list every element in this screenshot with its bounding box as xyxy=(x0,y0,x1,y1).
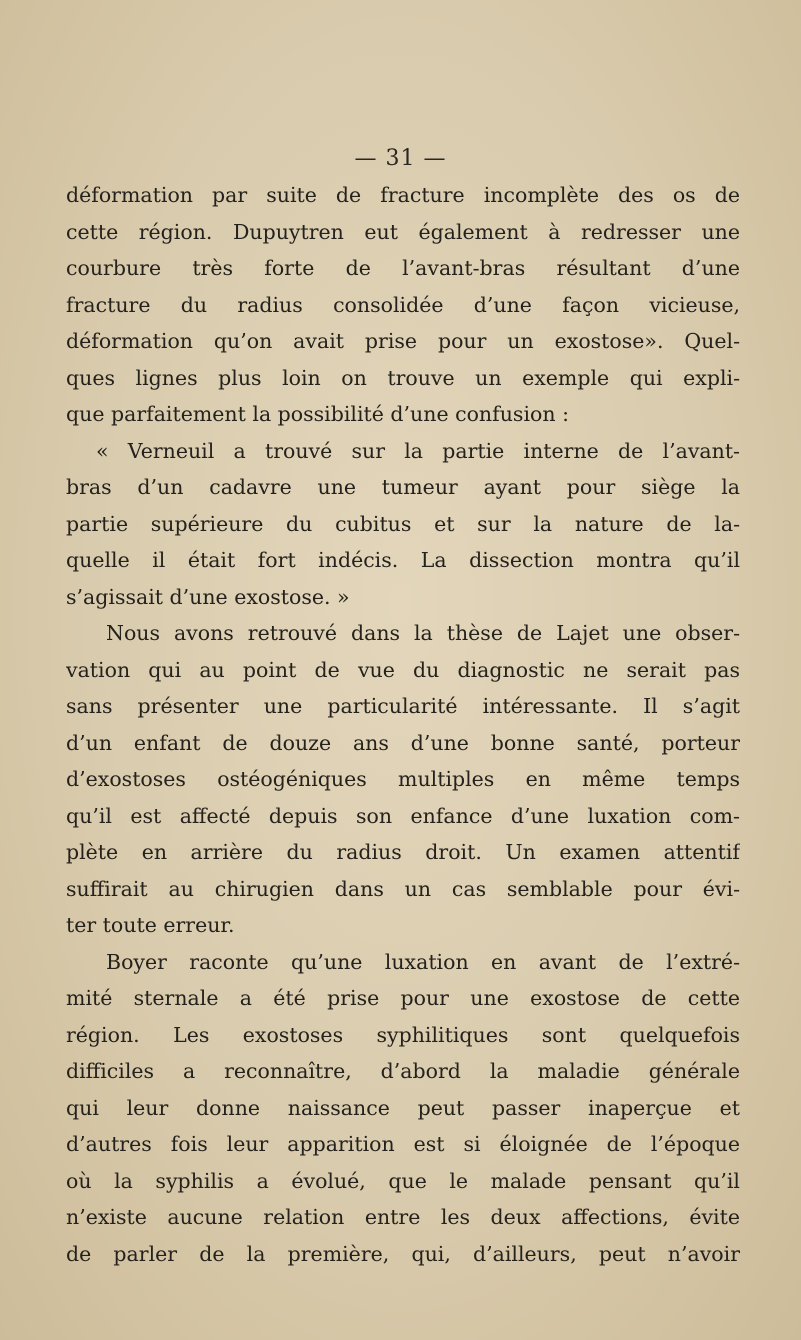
text-line: plète en arrière du radius droit. Un examen attentif xyxy=(66,840,740,864)
text-line: sans présenter une particularité intéressante. Il s’agit xyxy=(66,694,740,718)
page-number: — 31 — xyxy=(354,146,447,171)
text-line: mité sternale a été prise pour une exostose de cette xyxy=(66,986,740,1010)
text-line: difficiles a reconnaître, d’abord la maladie générale xyxy=(66,1059,740,1083)
text-line: cette région. Dupuytren eut également à redresser une xyxy=(66,219,740,244)
text-line: d’autres fois leur apparition est si éloignée de l’époque xyxy=(66,1132,740,1156)
text-line: déformation par suite de fracture incomplète des os de xyxy=(66,183,740,207)
text-line: qu’il est affecté depuis son enfance d’une luxation com- xyxy=(66,803,740,828)
text-line: où la syphilis a évolué, que le malade pensant qu’il xyxy=(66,1168,740,1193)
text-line: région. Les exostoses syphilitiques sont quelquefois xyxy=(66,1022,740,1047)
text-line: de parler de la première, qui, d’ailleurs, peut n’avoir xyxy=(66,1241,740,1266)
text-line: Nous avons retrouvé dans la thèse de Lajet une obser- xyxy=(106,621,740,645)
text-line: bras d’un cadavre une tumeur ayant pour siège la xyxy=(66,475,740,499)
text-line: suffirait au chirugien dans un cas semblable pour évi- xyxy=(66,876,740,901)
text-line: « Verneuil a trouvé sur la partie interne de l’avant- xyxy=(96,438,740,463)
text-line: qui leur donne naissance peut passer inaperçue et xyxy=(66,1095,740,1120)
text-line: vation qui au point de vue du diagnostic ne serait pas xyxy=(66,657,740,682)
text-line: d’exostoses ostéogéniques multiples en même temps xyxy=(66,767,740,791)
text-line: ter toute erreur. xyxy=(66,913,235,937)
body-text xyxy=(66,177,740,1272)
text-line: que parfaitement la possibilité d’une confusion : xyxy=(66,402,569,426)
text-line: s’agissait d’une exostose. » xyxy=(66,584,350,609)
text-line: quelle il était fort indécis. La dissection montra qu’il xyxy=(66,548,740,572)
text-line: n’existe aucune relation entre les deux affections, évite xyxy=(66,1205,740,1229)
text-line: fracture du radius consolidée d’une façon vicieuse, xyxy=(66,292,740,317)
text-line: ques lignes plus loin on trouve un exemple qui expli- xyxy=(66,365,740,390)
text-line: partie supérieure du cubitus et sur la nature de la- xyxy=(66,511,740,536)
text-line: déformation qu’on avait prise pour un exostose». Quel- xyxy=(66,329,740,353)
text-line: d’un enfant de douze ans d’une bonne santé, porteur xyxy=(66,730,740,755)
text-line: courbure très forte de l’avant-bras résultant d’une xyxy=(66,256,740,280)
text-line: Boyer raconte qu’une luxation en avant de l’extré- xyxy=(106,949,740,974)
